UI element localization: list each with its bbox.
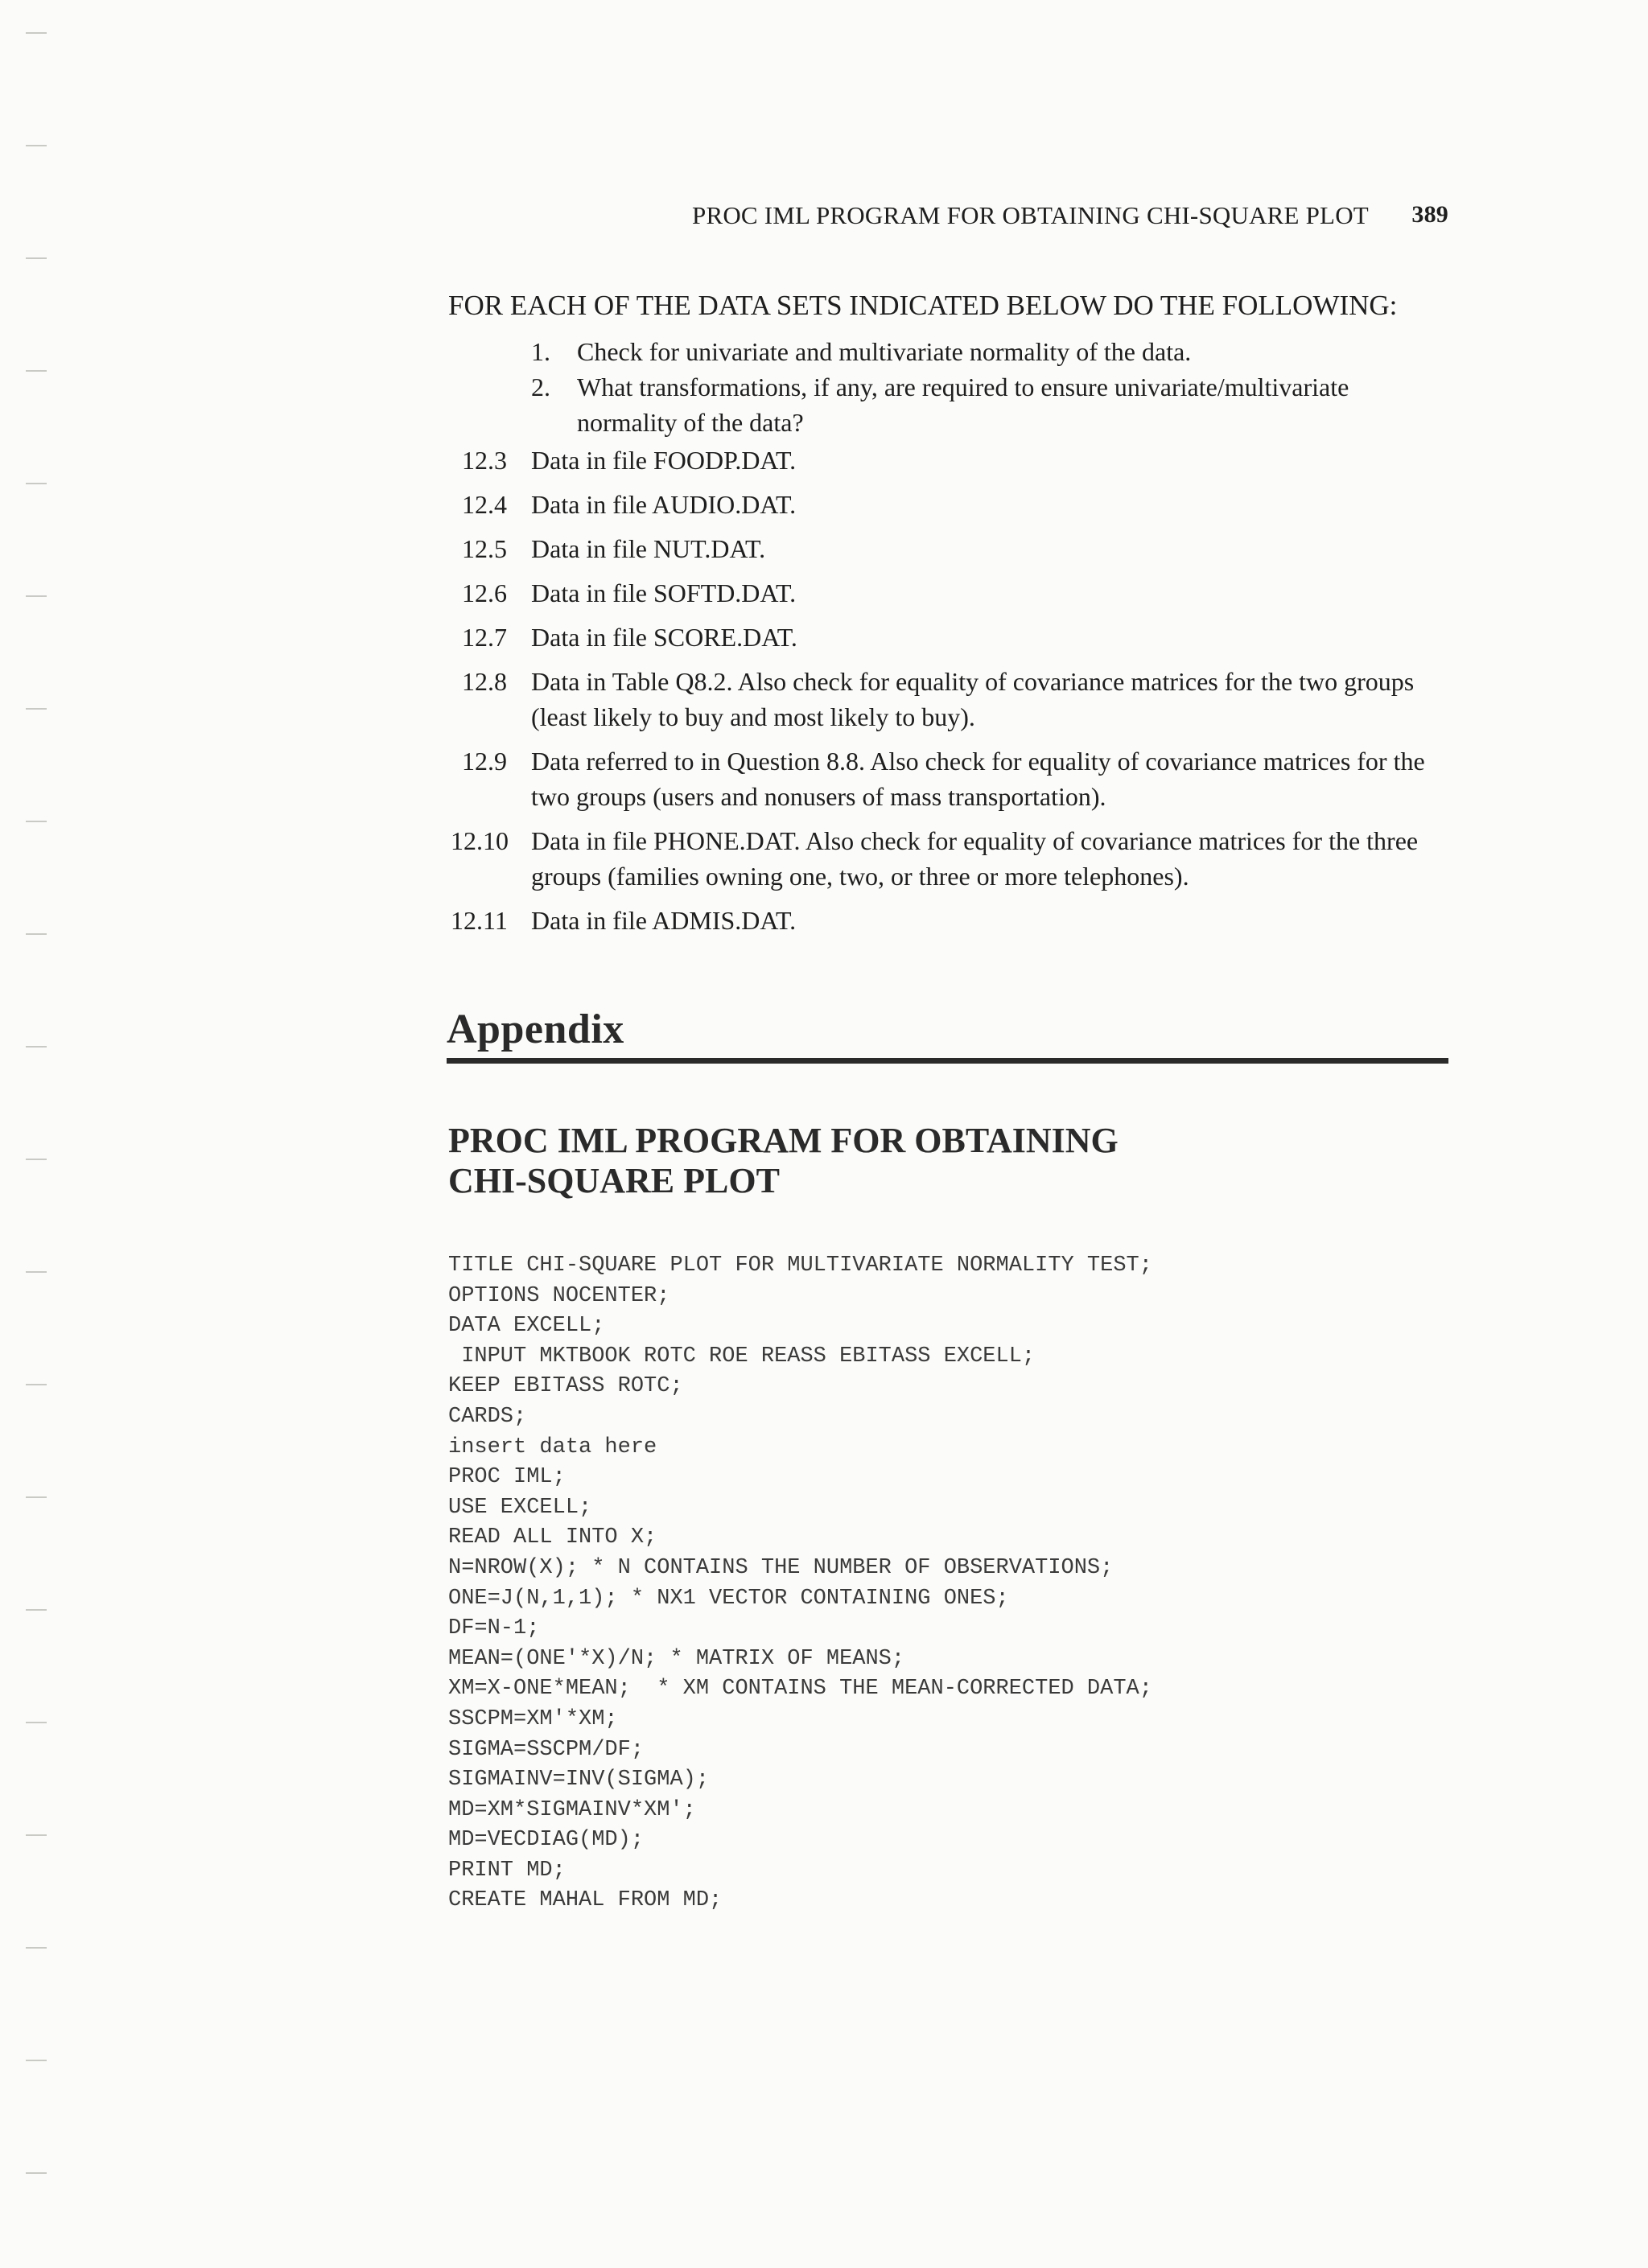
code-line: DF=N-1; bbox=[448, 1616, 540, 1641]
exercise-text: Data in file SCORE.DAT. bbox=[531, 623, 797, 652]
exercise-number: 12.3 bbox=[462, 446, 507, 475]
exercise-number: 12.9 bbox=[462, 747, 507, 776]
step-text: Check for univariate and multivariate normality of the data. bbox=[577, 337, 1192, 366]
code-line: SIGMA=SSCPM/DF; bbox=[448, 1737, 645, 1762]
code-line: ONE=J(N,1,1); * NX1 VECTOR CONTAINING ONES; bbox=[448, 1586, 1009, 1611]
code-line: XM=X-ONE*MEAN; * XM CONTAINS THE MEAN-CORRECTED DATA; bbox=[448, 1677, 1152, 1702]
code-line: N=NROW(X); * N CONTAINS THE NUMBER OF OBSERVATIONS; bbox=[448, 1555, 1114, 1580]
code-line: INPUT MKTBOOK ROTC ROE REASS EBITASS EXCELL; bbox=[448, 1344, 1036, 1369]
exercise-item bbox=[451, 903, 1448, 938]
exercise-text: Data in file ADMIS.DAT. bbox=[531, 906, 797, 935]
exercise-instructions: FOR EACH OF THE DATA SETS INDICATED BELOW DO THE FOLLOWING: bbox=[448, 290, 1398, 321]
section-title-line: PROC IML PROGRAM FOR OBTAINING bbox=[448, 1121, 1119, 1160]
step-number: 2. bbox=[531, 373, 550, 401]
instruction-step bbox=[531, 334, 1448, 369]
code-line: CREATE MAHAL FROM MD; bbox=[448, 1888, 723, 1913]
section-title bbox=[448, 1121, 1333, 1201]
exercise-item bbox=[451, 743, 1448, 814]
exercise-text: Data referred to in Question 8.8. Also check for equality of covariance matrices for the two groups (users and nonusers of mass transportation). bbox=[531, 747, 1425, 811]
exercise-item bbox=[451, 442, 1448, 478]
exercise-number: 12.6 bbox=[462, 578, 507, 607]
code-line: PROC IML; bbox=[448, 1465, 566, 1490]
exercise-text: Data in file FOODP.DAT. bbox=[531, 446, 797, 475]
code-line: OPTIONS NOCENTER; bbox=[448, 1283, 670, 1308]
section-title-line: CHI-SQUARE PLOT bbox=[448, 1161, 780, 1200]
instruction-steps bbox=[531, 334, 1448, 440]
exercise-number: 12.8 bbox=[462, 667, 507, 696]
code-line: KEEP EBITASS ROTC; bbox=[448, 1374, 683, 1399]
step-text: What transformations, if any, are required to ensure univariate/multivariate normality of the data? bbox=[577, 373, 1349, 437]
page-number: 389 bbox=[1411, 201, 1448, 228]
code-line: MD=XM*SIGMAINV*XM'; bbox=[448, 1797, 696, 1822]
exercise-item bbox=[451, 575, 1448, 611]
exercise-number: 12.5 bbox=[462, 534, 507, 563]
exercise-item bbox=[451, 531, 1448, 566]
code-line: USE EXCELL; bbox=[448, 1495, 592, 1520]
code-line: CARDS; bbox=[448, 1404, 527, 1429]
code-line: insert data here bbox=[448, 1434, 657, 1459]
exercise-item bbox=[451, 619, 1448, 655]
code-line: MD=VECDIAG(MD); bbox=[448, 1828, 645, 1853]
exercise-text: Data in Table Q8.2. Also check for equality of covariance matrices for the two groups (least likely to buy and most likely to buy). bbox=[531, 667, 1415, 731]
running-header bbox=[692, 201, 1448, 230]
exercise-item bbox=[451, 823, 1448, 894]
exercise-number: 12.4 bbox=[462, 490, 507, 519]
step-number: 1. bbox=[531, 337, 550, 366]
appendix-heading: Appendix bbox=[447, 1006, 1448, 1064]
exercise-item bbox=[451, 664, 1448, 735]
code-listing bbox=[448, 1251, 1152, 1916]
exercise-number: 12.10 bbox=[451, 826, 509, 855]
exercise-text: Data in file NUT.DAT. bbox=[531, 534, 766, 563]
code-line: MEAN=(ONE'*X)/N; * MATRIX OF MEANS; bbox=[448, 1646, 905, 1671]
code-line: READ ALL INTO X; bbox=[448, 1525, 657, 1550]
exercise-text: Data in file PHONE.DAT. Also check for equality of covariance matrices for the three groups (families owning one, two, or three or more telephones). bbox=[531, 826, 1419, 891]
code-line: PRINT MD; bbox=[448, 1858, 566, 1883]
exercise-item bbox=[451, 487, 1448, 522]
exercise-list bbox=[451, 442, 1448, 947]
code-line: SSCPM=XM'*XM; bbox=[448, 1706, 618, 1731]
running-header-title: PROC IML PROGRAM FOR OBTAINING CHI-SQUARE PLOT bbox=[692, 201, 1369, 229]
exercise-text: Data in file AUDIO.DAT. bbox=[531, 490, 797, 519]
exercise-number: 12.11 bbox=[451, 906, 508, 935]
code-line: DATA EXCELL; bbox=[448, 1314, 605, 1339]
code-line: SIGMAINV=INV(SIGMA); bbox=[448, 1768, 710, 1793]
code-line: TITLE CHI-SQUARE PLOT FOR MULTIVARIATE NORMALITY TEST; bbox=[448, 1253, 1152, 1278]
exercise-text: Data in file SOFTD.DAT. bbox=[531, 578, 797, 607]
instruction-step bbox=[531, 369, 1448, 440]
exercise-number: 12.7 bbox=[462, 623, 507, 652]
binding-edge-marks bbox=[23, 0, 55, 2268]
